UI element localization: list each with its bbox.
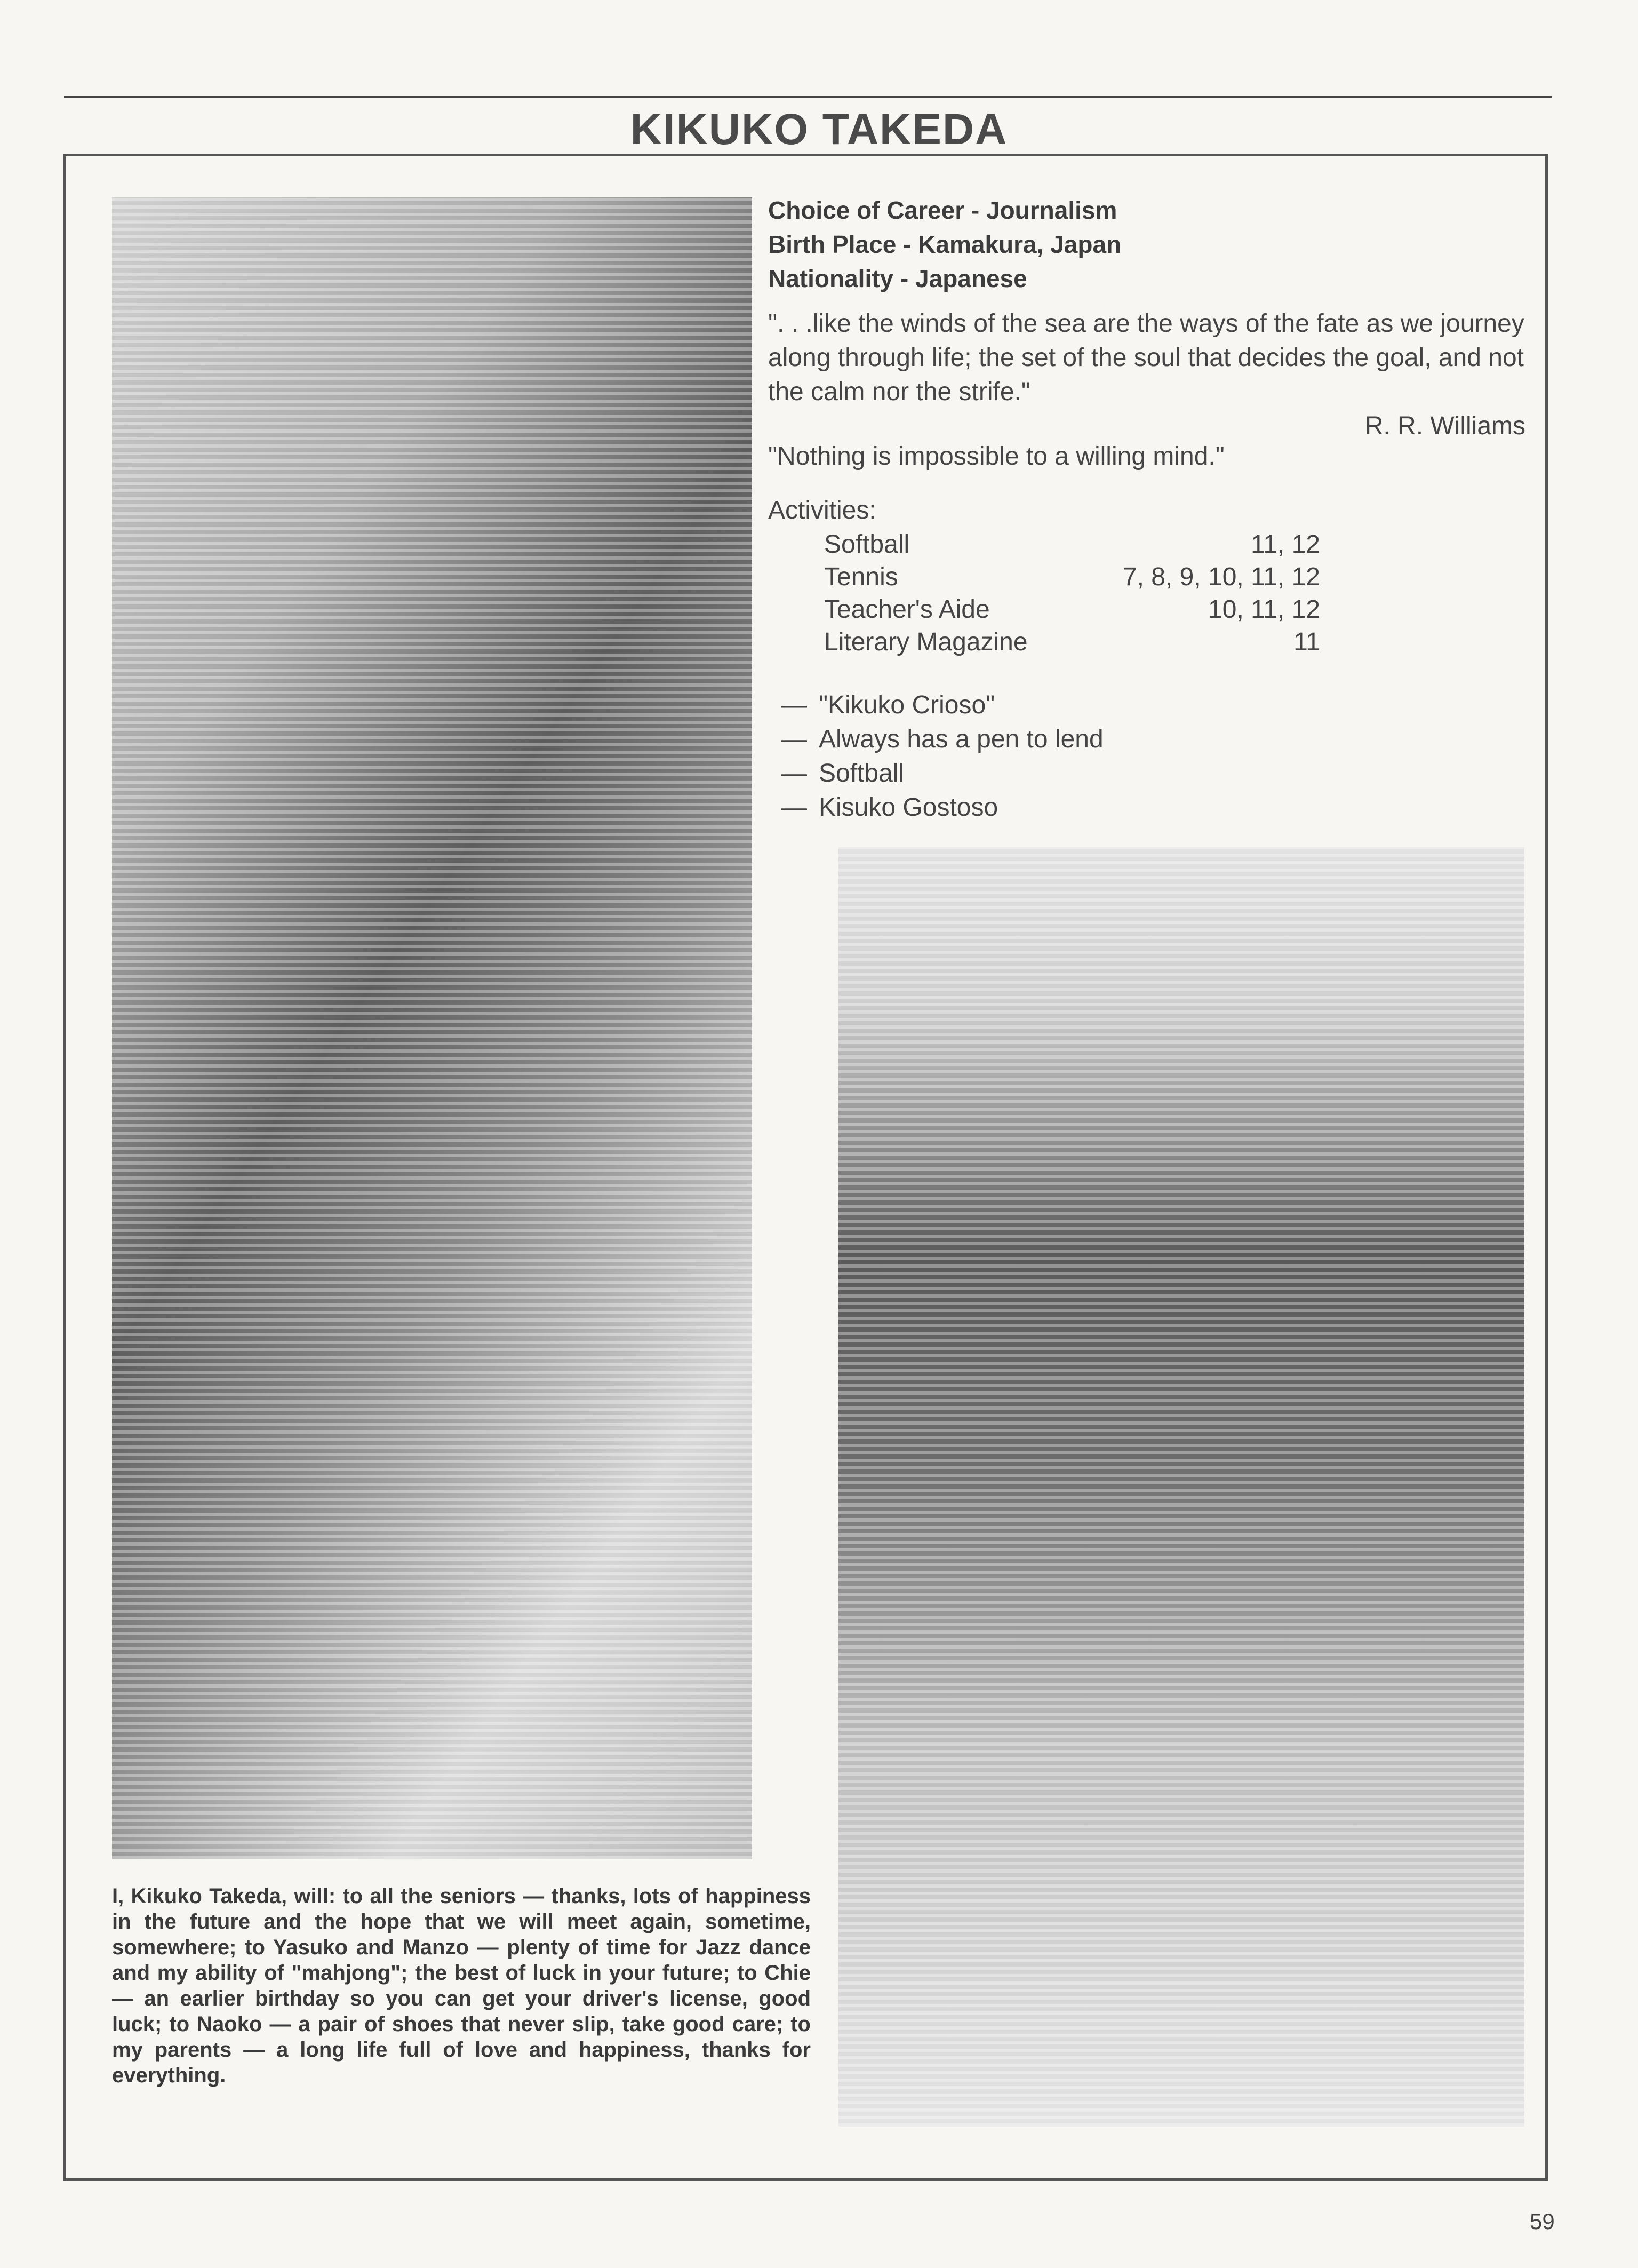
activity-years: 7, 8, 9, 10, 11, 12 [1122,563,1320,591]
activity-name: Literary Magazine [824,628,1028,656]
quote-block [768,307,1531,443]
nickname-list [781,688,1104,825]
page-title: KIKUKO TAKEDA [630,105,1008,154]
quote-text: ". . .like the winds of the sea are the ways of the fate as we journey along through life; the set of the soul that decides the goal, and not the calm nor the strife." [768,309,1524,406]
second-quote: "Nothing is impossible to a willing mind." [768,442,1225,471]
dash-mark: — [781,759,807,787]
nickname-item [781,722,1104,757]
nickname-text: "Kikuko Crioso" [819,691,995,719]
activities-heading: Activities: [768,496,876,524]
nickname-text: Always has a pen to lend [819,725,1104,753]
dash-mark: — [781,793,807,822]
activity-name: Teacher's Aide [824,595,990,624]
nickname-item [781,791,1104,825]
dash-mark: — [781,725,807,753]
activity-row [824,593,1320,626]
activity-row [824,561,1320,593]
nickname-text: Softball [819,759,905,787]
nationality-fact: Nationality - Japanese [768,265,1027,292]
activity-years: 10, 11, 12 [1208,595,1320,624]
activity-name: Softball [824,530,910,559]
senior-will: I, Kikuko Takeda, will: to all the seniors — thanks, lots of happiness in the future and the hope that we will meet again, sometime, somewhere; to Yasuko and Manzo — plenty of time for Jazz dance and my ability of "mahjong"; the best of luck in your future; to Chie — an earlier birthday so you can get your driver's license, good luck; to Naoko — a pair of shoes that never slip, take good care; to my parents — a long life full of love and happiness, thanks for everything. [112,1884,811,2087]
fact-list [768,193,1121,296]
left-photo [112,197,752,1859]
nickname-text: Kisuko Gostoso [819,793,998,822]
activity-row [824,528,1320,561]
top-rule [64,96,1552,98]
dash-mark: — [781,691,807,719]
career-fact: Choice of Career - Journalism [768,196,1117,224]
nickname-item [781,688,1104,722]
activity-row [824,626,1320,658]
nickname-item [781,757,1104,791]
activity-name: Tennis [824,563,898,591]
activities-table [824,528,1320,658]
activity-years: 11, 12 [1251,530,1320,559]
right-photo [838,847,1524,2127]
page-number: 59 [1530,2209,1555,2234]
birthplace-fact: Birth Place - Kamakura, Japan [768,230,1122,258]
quote-attribution: R. R. Williams [1364,412,1525,440]
activity-years: 11 [1293,628,1320,656]
